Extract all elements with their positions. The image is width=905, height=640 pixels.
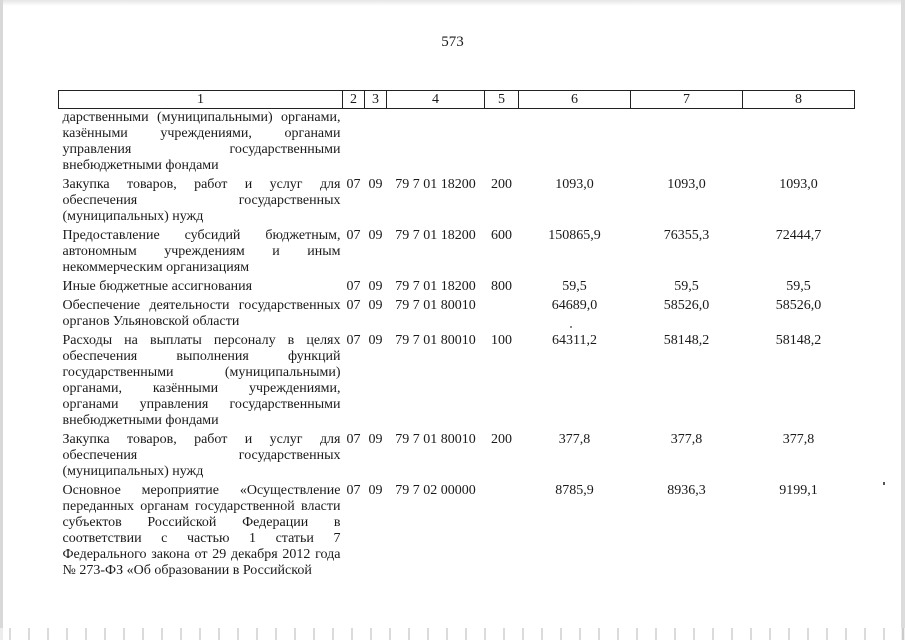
expense-type-code — [485, 297, 519, 332]
row-name: Предоставление субсидий бюджетным, автономным учреждениям и иным некоммерческим организациям — [62, 228, 341, 275]
amount-col6: 377,8 — [558, 432, 591, 447]
amount-col7: 8936,3 — [667, 483, 706, 498]
target-article-code: 79 7 01 80010 — [395, 432, 476, 447]
amount-col8 — [743, 109, 855, 177]
scan-edge-left — [0, 0, 3, 640]
scan-speck — [883, 482, 885, 485]
section-code: 07 — [346, 432, 361, 447]
header-cell: 8 — [743, 91, 855, 109]
section-code — [343, 109, 365, 177]
amount-col6: 8785,9 — [555, 483, 594, 498]
section-code: 07 — [346, 333, 361, 348]
row-name: дарственными (муниципальными) органами, казёнными учреждениями, органами управления государственными внебюджетными фондами — [62, 110, 341, 173]
row-name: Закупка товаров, работ и услуг для обеспечения государственных (муниципальных) нужд — [62, 432, 341, 479]
amount-col6 — [519, 109, 631, 177]
budget-table — [58, 90, 855, 581]
amount-col6: 59,5 — [562, 279, 587, 294]
target-article-code: 79 7 01 18200 — [395, 228, 476, 243]
table-row — [59, 431, 855, 482]
expense-type-code: 200 — [491, 177, 512, 192]
table-row — [59, 176, 855, 227]
table-header — [59, 91, 855, 109]
row-name: Обеспечение деятельности государственных органов Ульяновской области — [62, 298, 341, 329]
section-code: 07 — [346, 279, 361, 294]
expense-type-code: 100 — [491, 333, 512, 348]
amount-col7: 59,5 — [674, 279, 699, 294]
page-number: 573 — [441, 34, 464, 50]
scan-edge-right — [901, 0, 905, 640]
amount-col6: 64689,0 — [551, 298, 598, 313]
table-row — [59, 278, 855, 297]
subsection-code: 09 — [368, 228, 383, 243]
row-name: Закупка товаров, работ и услуг для обеспечения государственных (муниципальных) нужд — [62, 177, 341, 224]
expense-type-code: 800 — [491, 279, 512, 294]
amount-col8: 58148,2 — [775, 333, 822, 348]
amount-col8: 9199,1 — [779, 483, 818, 498]
header-cell: 2 — [343, 91, 365, 109]
row-name: Расходы на выплаты персоналу в целях обеспечения выполнения функций государственными (муниципальными) органами, казёнными учреждениями, органами управления государственными внебюджетными фондами — [62, 333, 341, 428]
subsection-code — [365, 109, 387, 177]
target-article-code: 79 7 01 80010 — [395, 333, 476, 348]
table-body — [59, 109, 855, 582]
header-cell: 5 — [485, 91, 519, 109]
header-cell: 6 — [519, 91, 631, 109]
row-name: Основное мероприятие «Осуществление переданных органам государственной власти субъектов Российской Федерации в соответствии с частью 1 статьи 7 Федерального закона от 29 декабря 2012 года № 273-ФЗ «Об образовании в Российской — [62, 483, 341, 578]
expense-type-code: 200 — [491, 432, 512, 447]
amount-col8: 72444,7 — [775, 228, 822, 243]
amount-col6: 1093,0 — [555, 177, 594, 192]
scan-edge-top — [0, 0, 905, 6]
amount-col7 — [631, 109, 743, 177]
table-row — [59, 109, 855, 177]
section-code: 07 — [346, 483, 361, 498]
amount-col8: 58526,0 — [775, 298, 822, 313]
table-row — [59, 227, 855, 278]
amount-col7: 58148,2 — [663, 333, 710, 348]
amount-col7: 377,8 — [670, 432, 703, 447]
row-name: Иные бюджетные ассигнования — [62, 279, 253, 294]
target-article-code: 79 7 01 18200 — [395, 177, 476, 192]
header-cell: 4 — [387, 91, 485, 109]
amount-col7: 1093,0 — [667, 177, 706, 192]
subsection-code: 09 — [368, 432, 383, 447]
amount-col7: 58526,0 — [663, 298, 710, 313]
table-row — [59, 297, 855, 332]
amount-col8: 377,8 — [782, 432, 815, 447]
amount-col6: 64311,2 — [552, 333, 597, 348]
target-article-code: 79 7 02 00000 — [395, 483, 476, 498]
header-cell: 1 — [59, 91, 343, 109]
expense-type-code — [485, 482, 519, 581]
scan-edge-bottom — [0, 628, 905, 640]
subsection-code: 09 — [368, 333, 383, 348]
table-row — [59, 482, 855, 581]
section-code: 07 — [346, 177, 361, 192]
amount-col8: 1093,0 — [779, 177, 818, 192]
header-cell: 7 — [631, 91, 743, 109]
amount-col6: 150865,9 — [548, 228, 601, 243]
subsection-code: 09 — [368, 483, 383, 498]
expense-type-code — [485, 109, 519, 177]
subsection-code: 09 — [368, 177, 383, 192]
subsection-code: 09 — [368, 298, 383, 313]
header-row — [59, 91, 855, 109]
header-cell: 3 — [365, 91, 387, 109]
target-article-code: 79 7 01 80010 — [395, 298, 476, 313]
subsection-code: 09 — [368, 279, 383, 294]
target-article-code — [387, 109, 485, 177]
amount-col8: 59,5 — [786, 279, 811, 294]
table-row — [59, 332, 855, 431]
section-code: 07 — [346, 228, 361, 243]
expense-type-code: 600 — [491, 228, 512, 243]
target-article-code: 79 7 01 18200 — [395, 279, 476, 294]
amount-col7: 76355,3 — [663, 228, 710, 243]
section-code: 07 — [346, 298, 361, 313]
